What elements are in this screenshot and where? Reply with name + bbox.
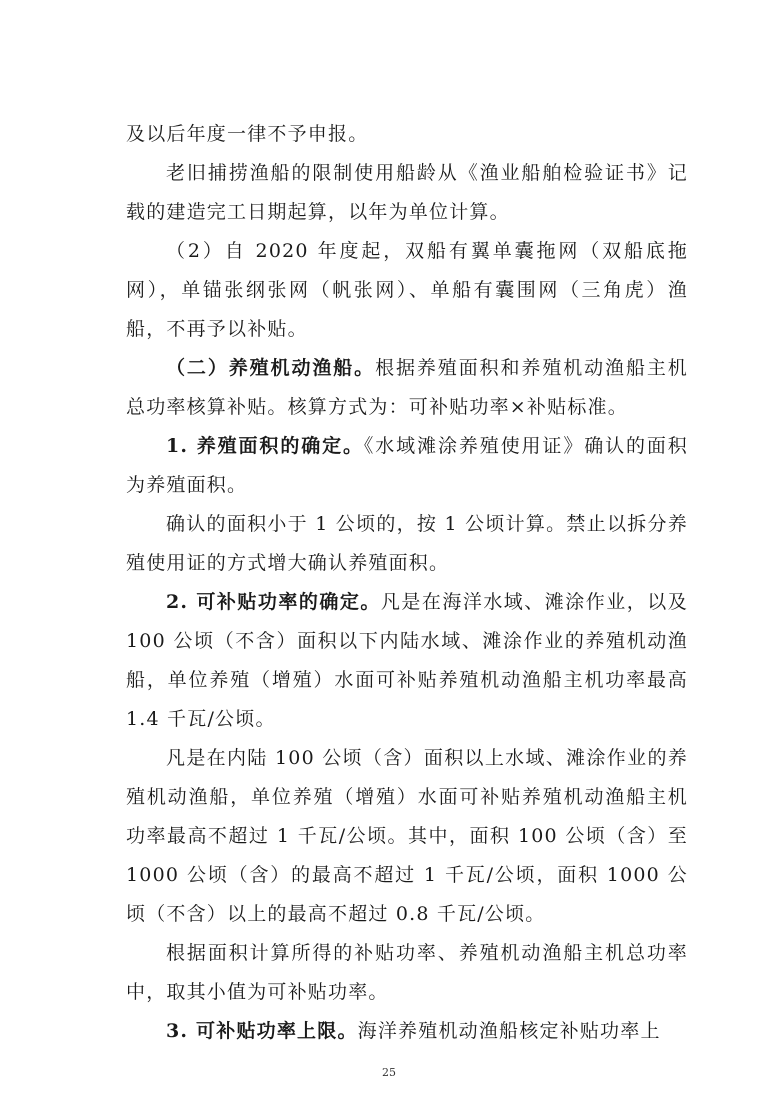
paragraph-9 — [126, 934, 688, 1012]
paragraph-6-text: 确认的面积小于 1 公顷的，按 1 公顷计算。禁止以拆分养殖使用证的方式增大确认养殖面积。 — [126, 513, 688, 574]
paragraph-10-text: 海洋养殖机动渔船核定补贴功率上 — [357, 1020, 661, 1042]
paragraph-2 — [126, 154, 688, 232]
paragraph-5 — [126, 427, 688, 505]
paragraph-5-text: 《水域滩涂养殖使用证》确认的面积为养殖面积。 — [126, 435, 688, 496]
paragraph-6 — [126, 505, 688, 583]
subheading-power-determination: 2. 可补贴功率的确定。 — [166, 591, 381, 613]
paragraph-10 — [126, 1012, 688, 1051]
paragraph-8 — [126, 739, 688, 934]
paragraph-3-text: （2）自 2020 年度起，双船有翼单囊拖网（双船底拖网），单锚张纲张网（帆张网）、单船有囊围网（三角虎）渔船，不再予以补贴。 — [126, 240, 688, 340]
subheading-power-limit: 3. 可补贴功率上限。 — [166, 1020, 358, 1042]
paragraph-3 — [126, 232, 688, 349]
paragraph-7 — [126, 583, 688, 739]
paragraph-2-text: 老旧捕捞渔船的限制使用船龄从《渔业船舶检验证书》记载的建造完工日期起算，以年为单位计算。 — [126, 162, 688, 223]
paragraph-4 — [126, 349, 688, 427]
paragraph-9-text: 根据面积计算所得的补贴功率、养殖机动渔船主机总功率中，取其小值为可补贴功率。 — [126, 942, 688, 1003]
subheading-area-determination: 1. 养殖面积的确定。 — [166, 435, 364, 457]
page-number: 25 — [382, 1066, 396, 1079]
paragraph-7-text: 凡是在海洋水域、滩涂作业，以及 100 公顷（不含）面积以下内陆水域、滩涂作业的养殖机动渔船，单位养殖（增殖）水面可补贴养殖机动渔船主机功率最高 1.4 千瓦/公顷。 — [126, 591, 688, 730]
section-heading-breeding-vessels: （二）养殖机动渔船。 — [166, 357, 376, 379]
paragraph-1 — [126, 115, 688, 154]
paragraph-4-text: 根据养殖面积和养殖机动渔船主机总功率核算补贴。核算方式为：可补贴功率×补贴标准。 — [126, 357, 688, 418]
paragraph-1-text: 及以后年度一律不予申报。 — [126, 123, 369, 145]
paragraph-8-text: 凡是在内陆 100 公顷（含）面积以上水域、滩涂作业的养殖机动渔船，单位养殖（增殖）水面可补贴养殖机动渔船主机功率最高不超过 1 千瓦/公顷。其中，面积 100 公顷（含）至 1000 公顷（含）的最高不超过 1 千瓦/公顷，面积 1000 公顷（不含）以上的最高不超过 0.8 千瓦/公顷。 — [126, 747, 688, 925]
